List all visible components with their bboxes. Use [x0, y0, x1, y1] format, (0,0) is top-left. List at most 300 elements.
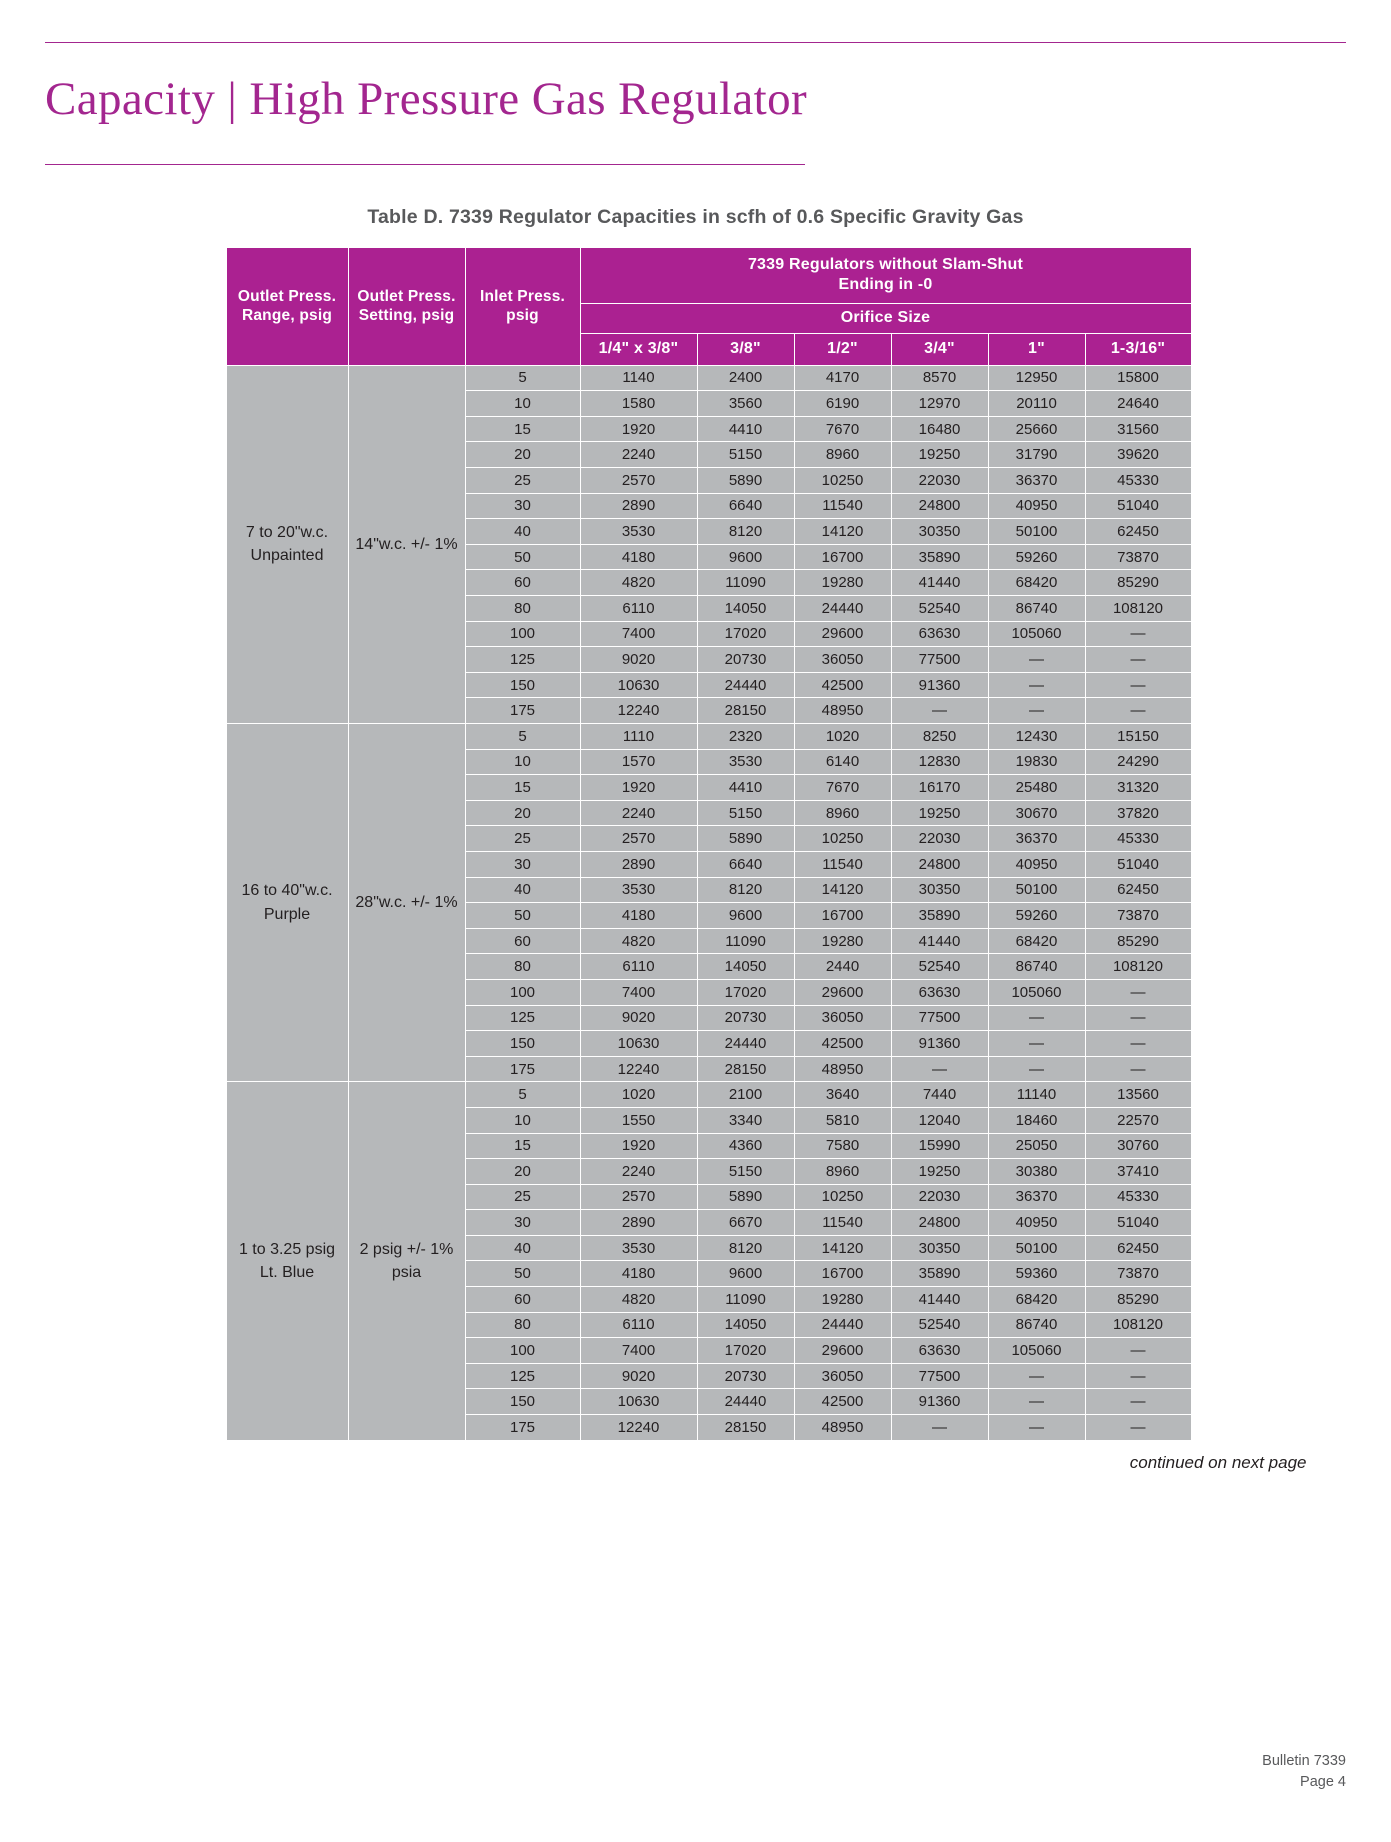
cell-capacity: 1110 [580, 724, 697, 750]
cell-capacity: 11540 [794, 1210, 891, 1236]
cell-capacity: 11540 [794, 493, 891, 519]
cell-capacity: 7440 [891, 1082, 988, 1108]
header-outlet-range-line1: Outlet Press. [237, 287, 337, 305]
cell-inlet-pressure: 150 [465, 672, 580, 698]
cell-capacity: 9020 [580, 1363, 697, 1389]
cell-capacity: 36050 [794, 1363, 891, 1389]
cell-capacity: 24440 [697, 1389, 794, 1415]
header-outlet-setting-line2: Setting, psig [358, 307, 455, 325]
cell-capacity: 1920 [580, 1133, 697, 1159]
cell-capacity: 37820 [1085, 800, 1191, 826]
cell-capacity: — [1085, 698, 1191, 724]
cell-capacity: 7670 [794, 775, 891, 801]
cell-capacity: 8120 [697, 1235, 794, 1261]
cell-capacity: 37410 [1085, 1159, 1191, 1185]
cell-capacity: 50100 [988, 519, 1085, 545]
cell-capacity: 41440 [891, 1287, 988, 1313]
cell-capacity: 30350 [891, 877, 988, 903]
cell-capacity: — [988, 672, 1085, 698]
cell-capacity: 73870 [1085, 903, 1191, 929]
cell-capacity: 1570 [580, 749, 697, 775]
cell-inlet-pressure: 175 [465, 698, 580, 724]
cell-capacity: 19250 [891, 442, 988, 468]
cell-capacity: 86740 [988, 1312, 1085, 1338]
cell-capacity: 29600 [794, 1338, 891, 1364]
cell-capacity: 73870 [1085, 544, 1191, 570]
cell-inlet-pressure: 125 [465, 1005, 580, 1031]
cell-capacity: 10250 [794, 826, 891, 852]
cell-capacity: 1920 [580, 775, 697, 801]
cell-capacity: 20730 [697, 1363, 794, 1389]
block-setting-text: 28"w.c. +/- 1% [355, 894, 458, 912]
cell-capacity: 8960 [794, 442, 891, 468]
cell-inlet-pressure: 50 [465, 1261, 580, 1287]
cell-capacity: 17020 [697, 621, 794, 647]
table-body [226, 365, 1191, 1440]
cell-capacity: 9020 [580, 1005, 697, 1031]
cell-capacity: 16170 [891, 775, 988, 801]
cell-capacity: 50100 [988, 877, 1085, 903]
header-orifice-col-3: 1/2" [794, 333, 891, 365]
cell-capacity: 24800 [891, 851, 988, 877]
cell-capacity: 10630 [580, 672, 697, 698]
cell-capacity: 40950 [988, 1210, 1085, 1236]
cell-capacity: 36370 [988, 468, 1085, 494]
cell-capacity: 11090 [697, 1287, 794, 1313]
cell-inlet-pressure: 125 [465, 647, 580, 673]
cell-capacity: 8120 [697, 519, 794, 545]
cell-capacity: 73870 [1085, 1261, 1191, 1287]
cell-capacity: 3530 [697, 749, 794, 775]
header-outlet-range [226, 247, 348, 365]
cell-capacity: 91360 [891, 672, 988, 698]
cell-capacity: 4410 [697, 416, 794, 442]
cell-inlet-pressure: 100 [465, 621, 580, 647]
cell-capacity: 2890 [580, 493, 697, 519]
header-group-line1: 7339 Regulators without Slam-Shut [747, 256, 1024, 274]
cell-capacity: 18460 [988, 1107, 1085, 1133]
header-outlet-setting-line1: Outlet Press. [357, 287, 456, 305]
cell-inlet-pressure: 60 [465, 928, 580, 954]
cell-capacity: 35890 [891, 1261, 988, 1287]
cell-inlet-pressure: 150 [465, 1031, 580, 1057]
cell-inlet-pressure: 5 [465, 1082, 580, 1108]
cell-capacity: 8960 [794, 800, 891, 826]
block-setting-text: 14"w.c. +/- 1% [355, 535, 458, 553]
footer-page-number: Page 4 [1300, 1774, 1346, 1791]
cell-capacity: 41440 [891, 570, 988, 596]
cell-capacity: 2890 [580, 1210, 697, 1236]
cell-capacity: 105060 [988, 621, 1085, 647]
cell-inlet-pressure: 60 [465, 1287, 580, 1313]
cell-inlet-pressure: 150 [465, 1389, 580, 1415]
cell-capacity: — [988, 1031, 1085, 1057]
cell-capacity: — [988, 1389, 1085, 1415]
cell-inlet-pressure: 10 [465, 1107, 580, 1133]
cell-capacity: 31560 [1085, 416, 1191, 442]
cell-inlet-pressure: 80 [465, 1312, 580, 1338]
cell-capacity: 52540 [891, 1312, 988, 1338]
cell-capacity: 45330 [1085, 1184, 1191, 1210]
cell-capacity: 24800 [891, 1210, 988, 1236]
cell-capacity: 2100 [697, 1082, 794, 1108]
cell-capacity: 24440 [697, 1031, 794, 1057]
cell-capacity: 85290 [1085, 928, 1191, 954]
cell-capacity: 36370 [988, 826, 1085, 852]
cell-capacity: 108120 [1085, 596, 1191, 622]
header-outlet-setting [348, 247, 465, 365]
cell-capacity: 4820 [580, 1287, 697, 1313]
cell-inlet-pressure: 40 [465, 877, 580, 903]
cell-capacity: 29600 [794, 979, 891, 1005]
cell-capacity: 29600 [794, 621, 891, 647]
page-header [0, 42, 1391, 165]
cell-capacity: 17020 [697, 979, 794, 1005]
cell-capacity: 14120 [794, 519, 891, 545]
cell-capacity: 30380 [988, 1159, 1085, 1185]
cell-capacity: — [1085, 1005, 1191, 1031]
header-orifice-col-4: 3/4" [891, 333, 988, 365]
cell-capacity: 7400 [580, 1338, 697, 1364]
cell-capacity: 15990 [891, 1133, 988, 1159]
cell-capacity: 42500 [794, 1389, 891, 1415]
header-group-line2: Ending in -0 [838, 276, 933, 294]
cell-inlet-pressure: 25 [465, 1184, 580, 1210]
cell-capacity: 11090 [697, 928, 794, 954]
cell-capacity: 7400 [580, 621, 697, 647]
cell-inlet-pressure: 20 [465, 442, 580, 468]
cell-capacity: 48950 [794, 1415, 891, 1441]
cell-capacity: 4180 [580, 903, 697, 929]
cell-capacity: 16480 [891, 416, 988, 442]
cell-capacity: 52540 [891, 954, 988, 980]
table-row [226, 365, 1191, 391]
cell-capacity: 105060 [988, 979, 1085, 1005]
cell-capacity: 12970 [891, 391, 988, 417]
cell-capacity: 35890 [891, 544, 988, 570]
cell-capacity: 12040 [891, 1107, 988, 1133]
cell-capacity: 4170 [794, 365, 891, 391]
cell-capacity: 30760 [1085, 1133, 1191, 1159]
block-setting-label [348, 724, 465, 1082]
cell-capacity: 2440 [794, 954, 891, 980]
cell-capacity: 42500 [794, 672, 891, 698]
cell-capacity: 9600 [697, 1261, 794, 1287]
cell-capacity: 19250 [891, 1159, 988, 1185]
cell-capacity: 20730 [697, 647, 794, 673]
cell-capacity: 5150 [697, 442, 794, 468]
block-range-line2: Lt. Blue [259, 1263, 315, 1281]
cell-capacity: 24440 [697, 672, 794, 698]
cell-capacity: 63630 [891, 1338, 988, 1364]
cell-capacity: 31790 [988, 442, 1085, 468]
cell-inlet-pressure: 125 [465, 1363, 580, 1389]
cell-capacity: 105060 [988, 1338, 1085, 1364]
cell-inlet-pressure: 175 [465, 1056, 580, 1082]
cell-capacity: — [1085, 672, 1191, 698]
table-caption: Table D. 7339 Regulator Capacities in scfh of 0.6 Specific Gravity Gas [367, 205, 1024, 228]
cell-capacity: 10630 [580, 1031, 697, 1057]
header-outlet-range-line2: Range, psig [241, 307, 333, 325]
cell-capacity: 48950 [794, 1056, 891, 1082]
cell-inlet-pressure: 40 [465, 519, 580, 545]
cell-capacity: 24640 [1085, 391, 1191, 417]
cell-capacity: 4180 [580, 544, 697, 570]
page-title: Capacity | High Pressure Gas Regulator [45, 73, 808, 125]
cell-capacity: 19280 [794, 928, 891, 954]
cell-capacity: 77500 [891, 647, 988, 673]
cell-capacity: 22570 [1085, 1107, 1191, 1133]
cell-capacity: 91360 [891, 1031, 988, 1057]
cell-capacity: 19830 [988, 749, 1085, 775]
cell-inlet-pressure: 50 [465, 903, 580, 929]
cell-capacity: 22030 [891, 826, 988, 852]
header-orifice-col-2: 3/8" [697, 333, 794, 365]
cell-inlet-pressure: 40 [465, 1235, 580, 1261]
cell-capacity: 77500 [891, 1005, 988, 1031]
cell-capacity: 2570 [580, 1184, 697, 1210]
cell-capacity: 6670 [697, 1210, 794, 1236]
cell-capacity: 16700 [794, 1261, 891, 1287]
cell-capacity: 2400 [697, 365, 794, 391]
cell-capacity: 9600 [697, 903, 794, 929]
cell-capacity: 108120 [1085, 1312, 1191, 1338]
cell-capacity: 59260 [988, 544, 1085, 570]
cell-capacity: 2890 [580, 851, 697, 877]
cell-capacity: 8570 [891, 365, 988, 391]
cell-capacity: 8960 [794, 1159, 891, 1185]
block-setting-line1: 2 psig +/- 1% [359, 1240, 454, 1258]
cell-capacity: 24440 [794, 596, 891, 622]
block-range-line2: Purple [263, 905, 311, 923]
header-inlet-press-line2: psig [506, 307, 539, 325]
cell-capacity: 13560 [1085, 1082, 1191, 1108]
cell-capacity: 51040 [1085, 1210, 1191, 1236]
cell-capacity: — [988, 647, 1085, 673]
cell-capacity: 14120 [794, 877, 891, 903]
header-rule-bottom [45, 164, 805, 165]
header-inlet-press-line1: Inlet Press. [479, 287, 566, 305]
cell-capacity: 48950 [794, 698, 891, 724]
cell-capacity: — [1085, 1363, 1191, 1389]
cell-capacity: 10250 [794, 1184, 891, 1210]
cell-inlet-pressure: 50 [465, 544, 580, 570]
cell-capacity: 45330 [1085, 468, 1191, 494]
cell-capacity: 85290 [1085, 1287, 1191, 1313]
cell-capacity: — [891, 1415, 988, 1441]
cell-capacity: 24440 [794, 1312, 891, 1338]
header-regulator-group [580, 247, 1191, 303]
cell-capacity: 11540 [794, 851, 891, 877]
block-range-line1: 7 to 20"w.c. [245, 524, 329, 542]
cell-inlet-pressure: 100 [465, 979, 580, 1005]
cell-inlet-pressure: 30 [465, 851, 580, 877]
cell-capacity: 42500 [794, 1031, 891, 1057]
cell-capacity: 30350 [891, 1235, 988, 1261]
cell-capacity: 28150 [697, 1415, 794, 1441]
cell-capacity: 59360 [988, 1261, 1085, 1287]
cell-capacity: 9020 [580, 647, 697, 673]
cell-capacity: 3530 [580, 877, 697, 903]
cell-capacity: 36050 [794, 1005, 891, 1031]
cell-capacity: 16700 [794, 903, 891, 929]
cell-capacity: 4820 [580, 928, 697, 954]
cell-capacity: — [988, 1005, 1085, 1031]
cell-capacity: 45330 [1085, 826, 1191, 852]
cell-inlet-pressure: 80 [465, 596, 580, 622]
cell-capacity: 19280 [794, 570, 891, 596]
cell-capacity: 19250 [891, 800, 988, 826]
block-setting-label [348, 365, 465, 723]
cell-capacity: 22030 [891, 468, 988, 494]
cell-capacity: 6110 [580, 596, 697, 622]
cell-capacity: 3560 [697, 391, 794, 417]
cell-capacity: 25050 [988, 1133, 1085, 1159]
cell-capacity: 30350 [891, 519, 988, 545]
cell-capacity: — [1085, 979, 1191, 1005]
cell-capacity: 41440 [891, 928, 988, 954]
cell-capacity: 3530 [580, 519, 697, 545]
cell-inlet-pressure: 15 [465, 775, 580, 801]
cell-capacity: 24800 [891, 493, 988, 519]
cell-capacity: 25480 [988, 775, 1085, 801]
cell-capacity: 14050 [697, 596, 794, 622]
cell-capacity: 11090 [697, 570, 794, 596]
cell-capacity: 1550 [580, 1107, 697, 1133]
cell-capacity: 28150 [697, 698, 794, 724]
cell-capacity: 14120 [794, 1235, 891, 1261]
cell-inlet-pressure: 25 [465, 468, 580, 494]
cell-capacity: 51040 [1085, 851, 1191, 877]
block-setting-line2: psia [391, 1263, 422, 1281]
cell-capacity: — [891, 698, 988, 724]
header-orifice-size: Orifice Size [580, 303, 1191, 333]
cell-capacity: 68420 [988, 1287, 1085, 1313]
cell-capacity: — [1085, 1056, 1191, 1082]
cell-capacity: 36050 [794, 647, 891, 673]
cell-capacity: 68420 [988, 570, 1085, 596]
cell-capacity: 22030 [891, 1184, 988, 1210]
cell-capacity: 86740 [988, 596, 1085, 622]
cell-capacity: — [1085, 1415, 1191, 1441]
cell-capacity: — [988, 1056, 1085, 1082]
cell-capacity: 52540 [891, 596, 988, 622]
cell-capacity: 17020 [697, 1338, 794, 1364]
cell-capacity: 15150 [1085, 724, 1191, 750]
cell-capacity: 7670 [794, 416, 891, 442]
cell-capacity: — [1085, 647, 1191, 673]
header-rule-top [45, 42, 1346, 43]
cell-capacity: — [988, 698, 1085, 724]
cell-capacity: 85290 [1085, 570, 1191, 596]
cell-capacity: 5150 [697, 800, 794, 826]
cell-capacity: 59260 [988, 903, 1085, 929]
cell-capacity: 2570 [580, 826, 697, 852]
cell-capacity: 12240 [580, 1415, 697, 1441]
block-range-label [226, 724, 348, 1082]
cell-inlet-pressure: 80 [465, 954, 580, 980]
cell-capacity: — [1085, 1338, 1191, 1364]
cell-capacity: 11140 [988, 1082, 1085, 1108]
block-range-label [226, 365, 348, 723]
cell-capacity: 1020 [580, 1082, 697, 1108]
cell-capacity: 68420 [988, 928, 1085, 954]
cell-capacity: 62450 [1085, 1235, 1191, 1261]
footer-bulletin: Bulletin 7339 [1262, 1752, 1346, 1769]
header-orifice-col-6: 1-3/16" [1085, 333, 1191, 365]
cell-inlet-pressure: 30 [465, 1210, 580, 1236]
cell-capacity: 1920 [580, 416, 697, 442]
cell-capacity: 8120 [697, 877, 794, 903]
cell-capacity: 20730 [697, 1005, 794, 1031]
cell-capacity: 4410 [697, 775, 794, 801]
cell-capacity: 86740 [988, 954, 1085, 980]
cell-capacity: 91360 [891, 1389, 988, 1415]
cell-inlet-pressure: 30 [465, 493, 580, 519]
cell-capacity: — [891, 1056, 988, 1082]
cell-inlet-pressure: 5 [465, 724, 580, 750]
cell-capacity: 10630 [580, 1389, 697, 1415]
cell-capacity: 7400 [580, 979, 697, 1005]
header-row-group [226, 247, 1191, 303]
table-head [226, 247, 1191, 365]
cell-capacity: 36370 [988, 1184, 1085, 1210]
cell-capacity: 4180 [580, 1261, 697, 1287]
continued-note: continued on next page [1129, 1452, 1307, 1472]
cell-capacity: 35890 [891, 903, 988, 929]
cell-capacity: 77500 [891, 1363, 988, 1389]
cell-capacity: 5810 [794, 1107, 891, 1133]
capacity-table-container [226, 247, 1307, 1473]
cell-capacity: 5890 [697, 826, 794, 852]
cell-capacity: 1140 [580, 365, 697, 391]
block-range-label [226, 1082, 348, 1440]
cell-capacity: 7580 [794, 1133, 891, 1159]
block-range-line2: Unpainted [250, 547, 324, 565]
cell-capacity: 12950 [988, 365, 1085, 391]
cell-capacity: 1020 [794, 724, 891, 750]
cell-capacity: 3530 [580, 1235, 697, 1261]
cell-capacity: 14050 [697, 1312, 794, 1338]
cell-capacity: — [988, 1363, 1085, 1389]
cell-capacity: 3640 [794, 1082, 891, 1108]
cell-capacity: 28150 [697, 1056, 794, 1082]
cell-capacity: 108120 [1085, 954, 1191, 980]
cell-capacity: 2570 [580, 468, 697, 494]
cell-capacity: 5150 [697, 1159, 794, 1185]
cell-capacity: 4360 [697, 1133, 794, 1159]
cell-capacity: 16700 [794, 544, 891, 570]
cell-capacity: 25660 [988, 416, 1085, 442]
capacity-table [226, 247, 1192, 1441]
table-row [226, 724, 1191, 750]
cell-capacity: 9600 [697, 544, 794, 570]
cell-capacity: — [1085, 1389, 1191, 1415]
cell-inlet-pressure: 15 [465, 416, 580, 442]
cell-capacity: 2240 [580, 800, 697, 826]
cell-capacity: 3340 [697, 1107, 794, 1133]
block-range-line1: 16 to 40"w.c. [241, 882, 333, 900]
cell-capacity: 62450 [1085, 877, 1191, 903]
cell-capacity: 12240 [580, 698, 697, 724]
cell-capacity: 40950 [988, 851, 1085, 877]
cell-inlet-pressure: 175 [465, 1415, 580, 1441]
cell-capacity: 6140 [794, 749, 891, 775]
cell-inlet-pressure: 60 [465, 570, 580, 596]
cell-capacity: 4820 [580, 570, 697, 596]
cell-capacity: 14050 [697, 954, 794, 980]
block-setting-label [348, 1082, 465, 1440]
